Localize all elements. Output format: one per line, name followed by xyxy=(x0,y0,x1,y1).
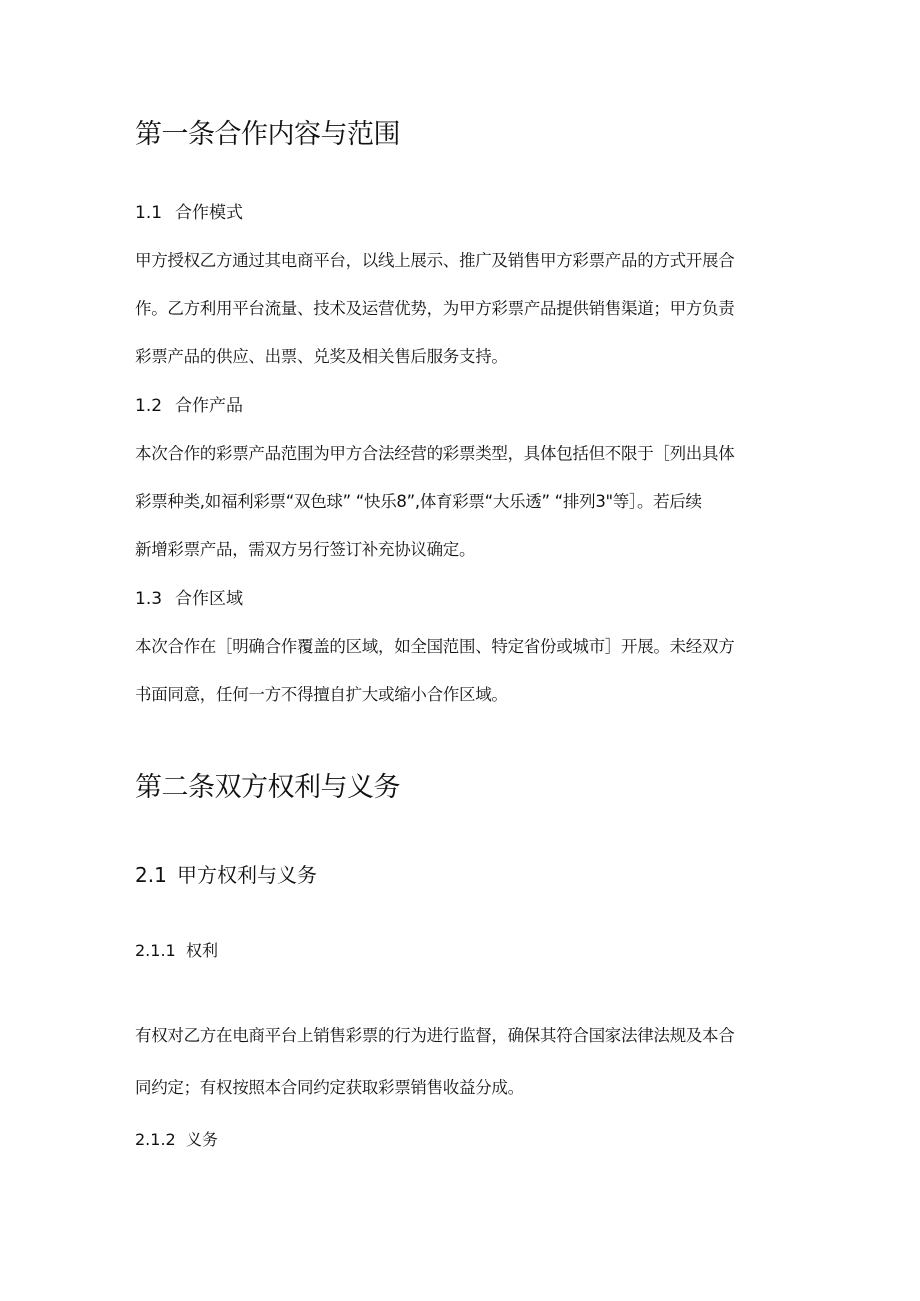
section-2-title: 第二条双方权利与义务 xyxy=(135,772,400,803)
subsection-2-1-2-heading xyxy=(135,1127,218,1150)
subsection-title: 权利 xyxy=(186,941,219,960)
subsection-title: 合作产品 xyxy=(175,396,243,416)
paragraph-line: 甲方授权乙方通过其电商平台，以线上展示、推广及销售甲方彩票产品的方式开展合 xyxy=(135,251,735,270)
paragraph-line: 本次合作在［明确合作覆盖的区域，如全国范围、特定省份或城市］开展。未经双方 xyxy=(135,637,735,656)
subsection-title: 合作区域 xyxy=(175,589,243,609)
subsection-number: 1.3 xyxy=(135,589,163,609)
subsection-number: 2.1 xyxy=(135,863,167,887)
paragraph-line: 有权对乙方在电商平台上销售彩票的行为进行监督，确保其符合国家法律法规及本合 xyxy=(135,1026,735,1045)
subsection-2-1-heading xyxy=(135,859,317,888)
paragraph-line: 彩票产品的供应、出票、兑奖及相关售后服务支持。 xyxy=(135,347,508,366)
subsection-2-1-1-heading xyxy=(135,938,218,961)
subsection-1-3-heading xyxy=(135,584,243,609)
subsection-1-1-heading xyxy=(135,198,243,223)
paragraph-line: 书面同意，任何一方不得擅自扩大或缩小合作区域。 xyxy=(135,685,508,704)
subsection-number: 1.2 xyxy=(135,396,163,416)
subsection-number: 2.1.2 xyxy=(135,1130,176,1149)
paragraph-line: 新增彩票产品，需双方另行签订补充协议确定。 xyxy=(135,540,476,559)
paragraph-line: 彩票种类,如福利彩票“双色球” “快乐8”,体育彩票“大乐透” “排列3"等］。若后续 xyxy=(135,492,702,511)
subsection-title: 合作模式 xyxy=(175,203,243,223)
subsection-1-2-heading xyxy=(135,391,243,416)
paragraph-line: 同约定；有权按照本合同约定获取彩票销售收益分成。 xyxy=(135,1078,524,1097)
subsection-title: 义务 xyxy=(186,1130,219,1149)
section-1-title: 第一条合作内容与范围 xyxy=(135,119,400,150)
subsection-title: 甲方权利与义务 xyxy=(177,863,317,887)
subsection-number: 1.1 xyxy=(135,203,163,223)
paragraph-line: 本次合作的彩票产品范围为甲方合法经营的彩票类型，具体包括但不限于［列出具体 xyxy=(135,444,735,463)
subsection-number: 2.1.1 xyxy=(135,941,176,960)
paragraph-line: 作。乙方利用平台流量、技术及运营优势，为甲方彩票产品提供销售渠道；甲方负责 xyxy=(135,299,735,318)
